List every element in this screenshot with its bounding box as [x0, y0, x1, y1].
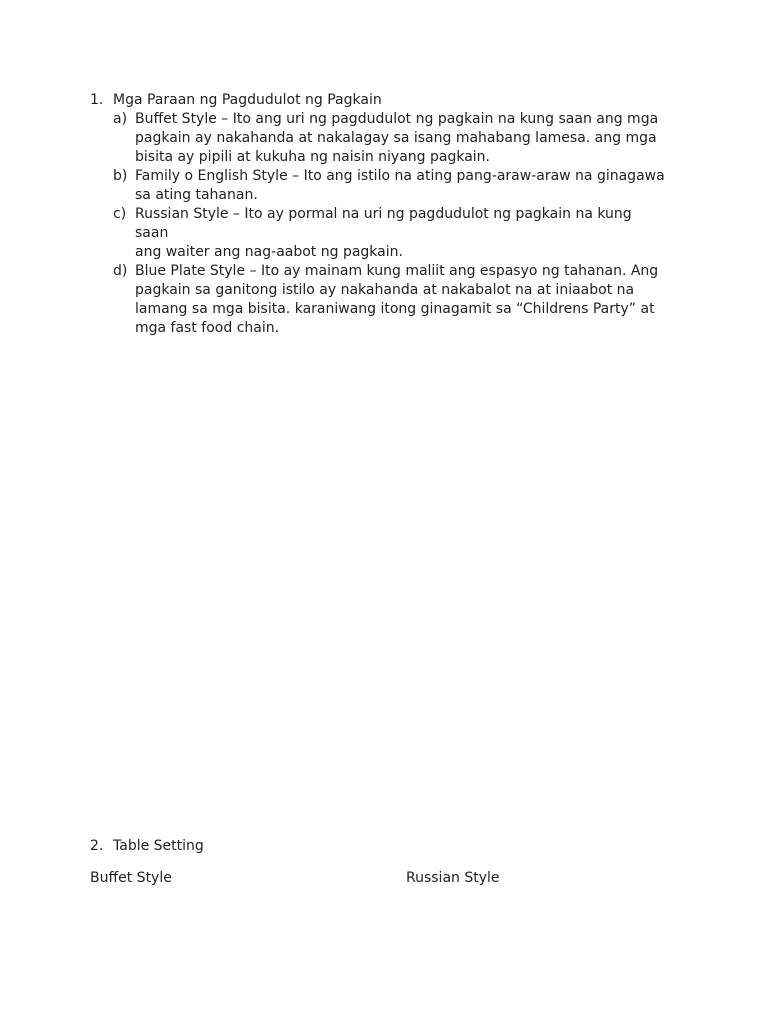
- text-line: lamang sa mga bisita. karaniwang itong ginagamit sa “Childrens Party” at: [135, 301, 655, 317]
- section-1-heading: [90, 91, 680, 110]
- text-line: Family o English Style – Ito ang istilo na ating pang-araw-araw na ginagawa: [135, 168, 665, 184]
- russian-style-label: Russian Style: [406, 870, 500, 886]
- section-2-title: Table Setting: [113, 838, 204, 854]
- list-marker: b): [113, 168, 128, 184]
- text-line: ang waiter ang nag-aabot ng pagkain.: [135, 244, 403, 260]
- list-marker: a): [113, 111, 128, 127]
- section-2-number: 2.: [90, 838, 104, 854]
- text-line: pagkain sa ganitong istilo ay nakahanda at nakabalot na at iniaabot na: [135, 282, 635, 298]
- list-item-family-english-style: [90, 167, 680, 205]
- text-line: mga fast food chain.: [135, 320, 280, 336]
- list-item-russian-style: [90, 205, 680, 262]
- list-item-buffet-style: [90, 110, 680, 167]
- list-marker: d): [113, 263, 128, 279]
- section-1-number: 1.: [90, 92, 104, 108]
- section-table-setting: [90, 837, 680, 856]
- list-item-text: [135, 110, 669, 167]
- section-food-service-methods: [90, 91, 680, 338]
- list-item-text: [135, 205, 669, 262]
- list-item-blue-plate-style: [90, 262, 680, 338]
- text-line: bisita ay pipili at kukuha ng naisin niyang pagkain.: [135, 149, 490, 165]
- text-line: Buffet Style – Ito ang uri ng pagdudulot ng pagkain na kung saan ang mga: [135, 111, 659, 127]
- list-marker: c): [113, 206, 127, 222]
- text-line: Blue Plate Style – Ito ay mainam kung maliit ang espasyo ng tahanan. Ang: [135, 263, 659, 279]
- text-line: Russian Style – Ito ay pormal na uri ng pagdudulot ng pagkain na kung saan: [135, 206, 632, 241]
- text-line: pagkain ay nakahanda at nakalagay sa isang mahabang lamesa. ang mga: [135, 130, 657, 146]
- section-1-title: Mga Paraan ng Pagdudulot ng Pagkain: [113, 92, 382, 108]
- table-setting-labels: [90, 869, 690, 889]
- buffet-style-label: Buffet Style: [90, 870, 172, 886]
- list-item-text: [135, 167, 669, 205]
- text-line: sa ating tahanan.: [135, 187, 258, 203]
- service-style-list: [90, 110, 680, 338]
- section-2-heading: [90, 837, 680, 856]
- list-item-text: [135, 262, 669, 338]
